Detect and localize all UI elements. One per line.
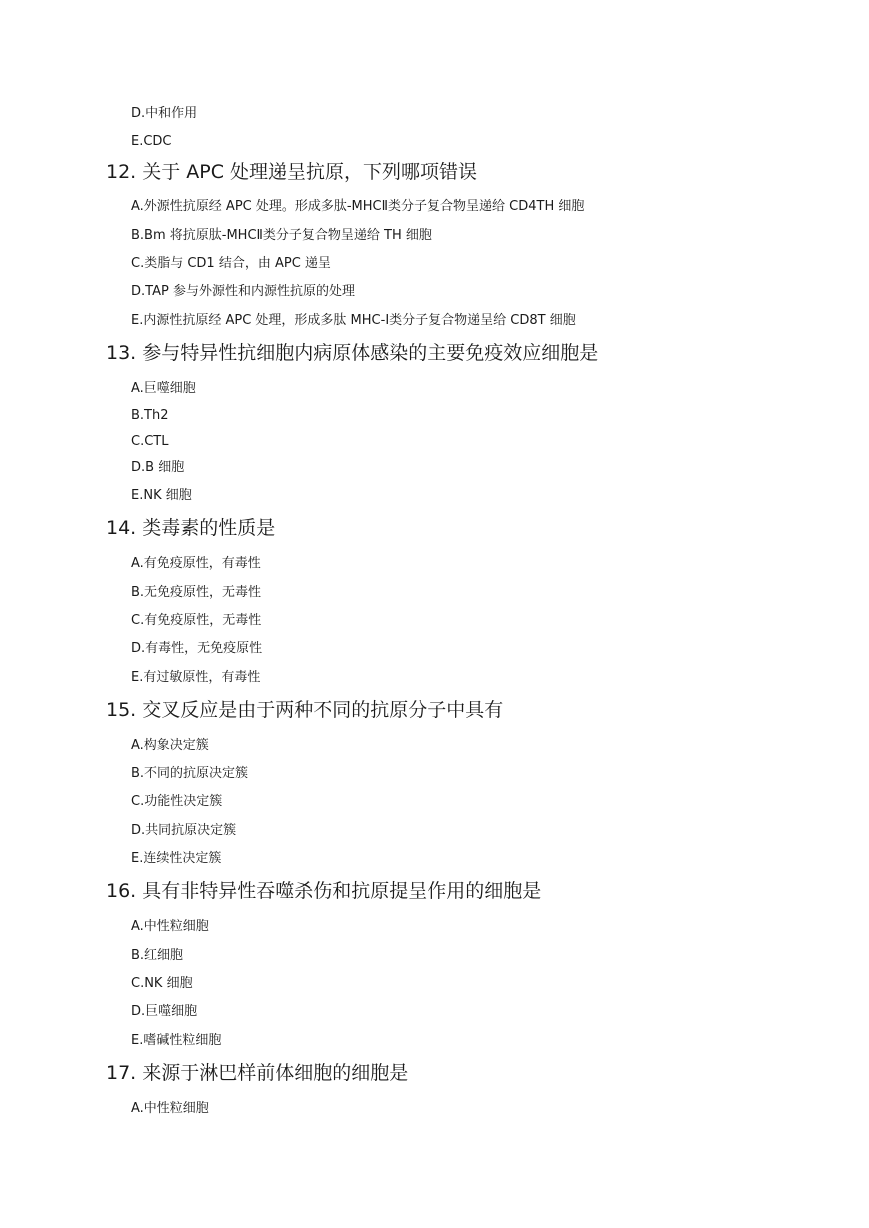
option-line: C.CTL xyxy=(131,434,169,449)
option-line: E.CDC xyxy=(131,134,172,149)
question-title: 12. 关于 APC 处理递呈抗原，下列哪项错误 xyxy=(106,161,478,183)
option-line: A.中性粒细胞 xyxy=(131,919,209,934)
option-line: E.嗜碱性粒细胞 xyxy=(131,1033,222,1048)
question-title: 14. 类毒素的性质是 xyxy=(106,517,276,539)
option-line: B.不同的抗原决定簇 xyxy=(131,766,249,781)
option-line: D.中和作用 xyxy=(131,106,198,121)
question-title: 15. 交叉反应是由于两种不同的抗原分子中具有 xyxy=(106,699,504,721)
option-line: A.有免疫原性，有毒性 xyxy=(131,556,261,571)
option-line: A.中性粒细胞 xyxy=(131,1101,209,1116)
question-title: 13. 参与特异性抗细胞内病原体感染的主要免疫效应细胞是 xyxy=(106,342,599,364)
option-line: D.B 细胞 xyxy=(131,460,185,475)
option-line: D.共同抗原决定簇 xyxy=(131,823,237,838)
option-line: B.Bm 将抗原肽-MHCⅡ类分子复合物呈递给 TH 细胞 xyxy=(131,228,432,243)
option-line: C.有免疫原性，无毒性 xyxy=(131,613,262,628)
option-line: A.外源性抗原经 APC 处理。形成多肽-MHCⅡ类分子复合物呈递给 CD4TH 细胞 xyxy=(131,199,585,214)
option-line: A.构象决定簇 xyxy=(131,738,209,753)
question-title: 17. 来源于淋巴样前体细胞的细胞是 xyxy=(106,1062,409,1084)
option-line: D.巨噬细胞 xyxy=(131,1004,198,1019)
option-line: A.巨噬细胞 xyxy=(131,381,196,396)
option-line: E.连续性决定簇 xyxy=(131,851,222,866)
question-title: 16. 具有非特异性吞噬杀伤和抗原提呈作用的细胞是 xyxy=(106,880,542,902)
option-line: C.功能性决定簇 xyxy=(131,794,223,809)
option-line: C.类脂与 CD1 结合，由 APC 递呈 xyxy=(131,256,331,271)
option-line: E.内源性抗原经 APC 处理，形成多肽 MHC-Ⅰ类分子复合物递呈给 CD8T 细胞 xyxy=(131,313,576,328)
option-line: D.TAP 参与外源性和内源性抗原的处理 xyxy=(131,284,355,299)
option-line: B.红细胞 xyxy=(131,948,184,963)
option-line: E.NK 细胞 xyxy=(131,488,192,503)
option-line: E.有过敏原性，有毒性 xyxy=(131,670,261,685)
option-line: D.有毒性，无免疫原性 xyxy=(131,641,263,656)
option-line: C.NK 细胞 xyxy=(131,976,193,991)
option-line: B.无免疫原性，无毒性 xyxy=(131,585,262,600)
option-line: B.Th2 xyxy=(131,408,169,423)
